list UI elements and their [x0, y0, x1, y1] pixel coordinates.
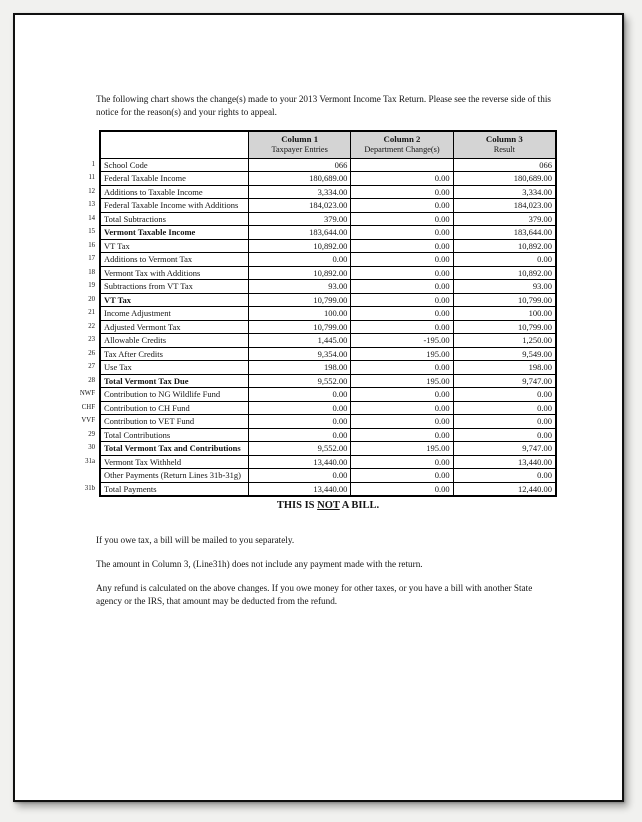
row-label: Other Payments (Return Lines 31b-31g) — [104, 470, 241, 480]
row-col1-value: 198.00 — [248, 361, 350, 374]
row-col2-value: 0.00 — [350, 388, 452, 401]
table-row — [88, 198, 555, 212]
row-label: Total Contributions — [104, 429, 171, 440]
table-row — [79, 387, 555, 401]
row-col2-value: 0.00 — [350, 361, 452, 374]
row-label: Use Tax — [104, 362, 132, 372]
row-line-number: 18 — [88, 268, 95, 276]
table-row — [88, 225, 555, 239]
row-col3-value: 9,549.00 — [453, 348, 555, 361]
row-col3-value: 10,799.00 — [453, 321, 555, 334]
row-line-number: 15 — [88, 228, 95, 235]
row-col2-value: 0.00 — [350, 253, 452, 266]
row-col1-value: 184,023.00 — [248, 199, 350, 212]
row-label: Federal Taxable Income — [104, 173, 186, 183]
row-col2-value: -195.00 — [350, 334, 452, 347]
column-2-title: Column 2 — [383, 134, 421, 144]
footer-paragraph-column3: The amount in Column 3, (Line31h) does not include any payment made with the return. — [96, 558, 423, 569]
row-col3-value: 0.00 — [453, 415, 555, 428]
row-line-number: 14 — [88, 214, 95, 222]
row-col1-value: 066 — [248, 159, 350, 172]
row-col3-value: 0.00 — [453, 469, 555, 482]
row-line-number: CHF — [81, 403, 95, 411]
row-line-number: VVF — [81, 417, 95, 424]
row-col1-value: 9,354.00 — [248, 348, 350, 361]
column-3-title: Column 3 — [485, 134, 523, 144]
row-col1-value: 93.00 — [248, 280, 350, 293]
row-col2-value: 0.00 — [350, 172, 452, 185]
row-line-number: 31b — [84, 484, 95, 492]
row-col1-value: 0.00 — [248, 253, 350, 266]
table-row — [101, 468, 555, 482]
header-blank-cell — [101, 132, 248, 158]
row-col3-value: 198.00 — [453, 361, 555, 374]
row-label: Total Payments — [104, 483, 157, 494]
row-line-number: 29 — [88, 430, 95, 438]
row-col1-value: 0.00 — [248, 415, 350, 428]
row-label: Total Vermont Tax and Contributions — [104, 443, 241, 453]
table-row — [88, 333, 555, 347]
table-row — [88, 171, 555, 185]
row-label: Tax After Credits — [104, 348, 163, 359]
row-label: Contribution to VET Fund — [104, 416, 195, 426]
row-col2-value: 0.00 — [350, 469, 452, 482]
row-label: Allowable Credits — [104, 335, 167, 345]
row-label: Federal Taxable Income with Additions — [104, 200, 239, 210]
row-line-number: 27 — [88, 363, 95, 370]
row-label: Vermont Tax Withheld — [104, 456, 182, 467]
row-line-number: 1 — [91, 160, 95, 168]
row-col2-value — [350, 159, 452, 172]
row-col3-value: 1,250.00 — [453, 334, 555, 347]
row-col2-value: 0.00 — [350, 267, 452, 280]
table-row — [88, 293, 555, 307]
row-col3-value: 0.00 — [453, 429, 555, 442]
row-col2-value: 0.00 — [350, 280, 452, 293]
row-col2-value: 0.00 — [350, 456, 452, 469]
row-label: Vermont Taxable Income — [104, 227, 196, 237]
table-row — [88, 428, 555, 442]
page-content — [15, 15, 622, 607]
row-col1-value: 3,334.00 — [248, 186, 350, 199]
row-col3-value: 183,644.00 — [453, 226, 555, 239]
row-label: School Code — [104, 159, 148, 170]
row-label: Contribution to NG Wildlife Fund — [104, 389, 221, 399]
row-col2-value: 0.00 — [350, 226, 452, 239]
row-col2-value: 0.00 — [350, 294, 452, 307]
row-col2-value: 195.00 — [350, 348, 452, 361]
table-row — [88, 212, 555, 226]
table-row — [88, 279, 555, 293]
row-col1-value: 379.00 — [248, 213, 350, 226]
row-col3-value: 10,892.00 — [453, 240, 555, 253]
row-col2-value: 0.00 — [350, 199, 452, 212]
footer-paragraph-owe-tax: If you owe tax, a bill will be mailed to you separately. — [96, 535, 295, 545]
row-col1-value: 10,799.00 — [248, 294, 350, 307]
row-col3-value: 180,689.00 — [453, 172, 555, 185]
row-col1-value: 9,552.00 — [248, 375, 350, 388]
table-row — [85, 455, 555, 469]
row-col3-value: 184,023.00 — [453, 199, 555, 212]
row-line-number: 30 — [88, 444, 95, 451]
table-row — [81, 401, 555, 415]
header-column-3 — [453, 132, 555, 158]
row-col3-value: 12,440.00 — [453, 483, 555, 496]
row-col3-value: 066 — [453, 159, 555, 172]
row-col3-value: 10,892.00 — [453, 267, 555, 280]
row-col1-value: 9,552.00 — [248, 442, 350, 455]
row-col1-value: 180,689.00 — [248, 172, 350, 185]
row-col3-value: 0.00 — [453, 402, 555, 415]
table-row — [88, 185, 555, 199]
intro-paragraph: The following chart shows the change(s) made to your 2013 Vermont Income Tax Return. Please see the reverse side of this notice for the reason(s) and your rights to appeal. — [96, 94, 551, 117]
row-col2-value: 195.00 — [350, 442, 452, 455]
row-col1-value: 10,892.00 — [248, 240, 350, 253]
table-row — [84, 482, 555, 496]
bill-text-prefix: THIS IS — [276, 500, 318, 511]
row-col1-value: 13,440.00 — [248, 456, 350, 469]
row-label: Additions to Taxable Income — [104, 186, 203, 197]
row-col2-value: 0.00 — [350, 321, 452, 334]
row-col2-value: 0.00 — [350, 415, 452, 428]
row-col1-value: 0.00 — [248, 388, 350, 401]
row-line-number: 11 — [88, 174, 95, 181]
column-1-title: Column 1 — [281, 134, 319, 144]
row-label: Total Subtractions — [104, 213, 166, 224]
table-row — [88, 347, 555, 361]
row-col1-value: 0.00 — [248, 402, 350, 415]
row-label: Income Adjustment — [104, 308, 171, 318]
row-col2-value: 0.00 — [350, 402, 452, 415]
header-column-2 — [350, 132, 452, 158]
row-label: Vermont Tax with Additions — [104, 267, 201, 278]
row-line-number: 13 — [88, 201, 95, 208]
row-line-number: 20 — [88, 295, 95, 303]
row-label: Contribution to CH Fund — [104, 402, 190, 413]
table-row — [91, 158, 555, 172]
row-line-number: 21 — [88, 309, 95, 316]
row-col3-value: 0.00 — [453, 388, 555, 401]
row-col2-value: 0.00 — [350, 186, 452, 199]
row-col3-value: 93.00 — [453, 280, 555, 293]
row-line-number: 26 — [88, 349, 95, 357]
row-label: Total Vermont Tax Due — [104, 375, 189, 386]
row-label: Subtractions from VT Tax — [104, 281, 193, 291]
row-col1-value: 100.00 — [248, 307, 350, 320]
notice-page — [13, 13, 624, 802]
table-row — [88, 252, 555, 266]
row-col1-value: 10,892.00 — [248, 267, 350, 280]
row-line-number: 19 — [88, 282, 95, 289]
row-line-number: 23 — [88, 336, 95, 343]
row-label: Additions to Vermont Tax — [104, 254, 193, 264]
table-row — [88, 266, 555, 280]
row-line-number: 28 — [88, 376, 95, 384]
not-a-bill-statement — [99, 500, 557, 511]
column-3-subtitle: Result — [493, 145, 515, 154]
table-row — [88, 360, 555, 374]
row-col1-value: 13,440.00 — [248, 483, 350, 496]
column-2-subtitle: Department Change(s) — [364, 145, 440, 154]
row-col2-value: 0.00 — [350, 213, 452, 226]
row-col1-value: 0.00 — [248, 429, 350, 442]
row-col1-value: 1,445.00 — [248, 334, 350, 347]
row-line-number: 16 — [88, 241, 95, 249]
row-col1-value: 10,799.00 — [248, 321, 350, 334]
header-column-1 — [248, 132, 350, 158]
table-row — [88, 374, 555, 388]
row-label: VT Tax — [104, 294, 132, 305]
row-col3-value: 13,440.00 — [453, 456, 555, 469]
row-col1-value: 183,644.00 — [248, 226, 350, 239]
row-col3-value: 9,747.00 — [453, 375, 555, 388]
bill-text-not-underlined: NOT — [317, 500, 340, 511]
row-line-number: 22 — [88, 322, 95, 330]
row-col1-value: 0.00 — [248, 469, 350, 482]
row-col2-value: 195.00 — [350, 375, 452, 388]
row-col3-value: 0.00 — [453, 253, 555, 266]
row-line-number: NWF — [79, 390, 95, 397]
table-row — [88, 239, 555, 253]
table-header-row — [101, 132, 555, 158]
table-row — [88, 306, 555, 320]
table-row — [88, 441, 555, 455]
row-line-number: 31a — [85, 457, 95, 465]
row-col2-value: 0.00 — [350, 307, 452, 320]
row-col3-value: 10,799.00 — [453, 294, 555, 307]
table-row — [88, 320, 555, 334]
row-col3-value: 3,334.00 — [453, 186, 555, 199]
row-line-number: 12 — [88, 187, 95, 195]
footer-paragraph-refund: Any refund is calculated on the above changes. If you owe money for other taxes, or you have a bill with another State agency or the IRS, that amount may be deducted from the refund. — [96, 583, 533, 606]
row-line-number: 17 — [88, 255, 95, 262]
bill-text-suffix: A BILL. — [339, 500, 380, 511]
column-1-subtitle: Taxpayer Entries — [271, 145, 328, 154]
row-col2-value: 0.00 — [350, 429, 452, 442]
row-col3-value: 9,747.00 — [453, 442, 555, 455]
row-label: Adjusted Vermont Tax — [104, 321, 181, 332]
row-label: VT Tax — [104, 240, 130, 251]
tax-change-table — [79, 130, 557, 497]
row-col2-value: 0.00 — [350, 240, 452, 253]
row-col3-value: 379.00 — [453, 213, 555, 226]
row-col3-value: 100.00 — [453, 307, 555, 320]
table-row — [81, 414, 555, 428]
row-col2-value: 0.00 — [350, 483, 452, 496]
